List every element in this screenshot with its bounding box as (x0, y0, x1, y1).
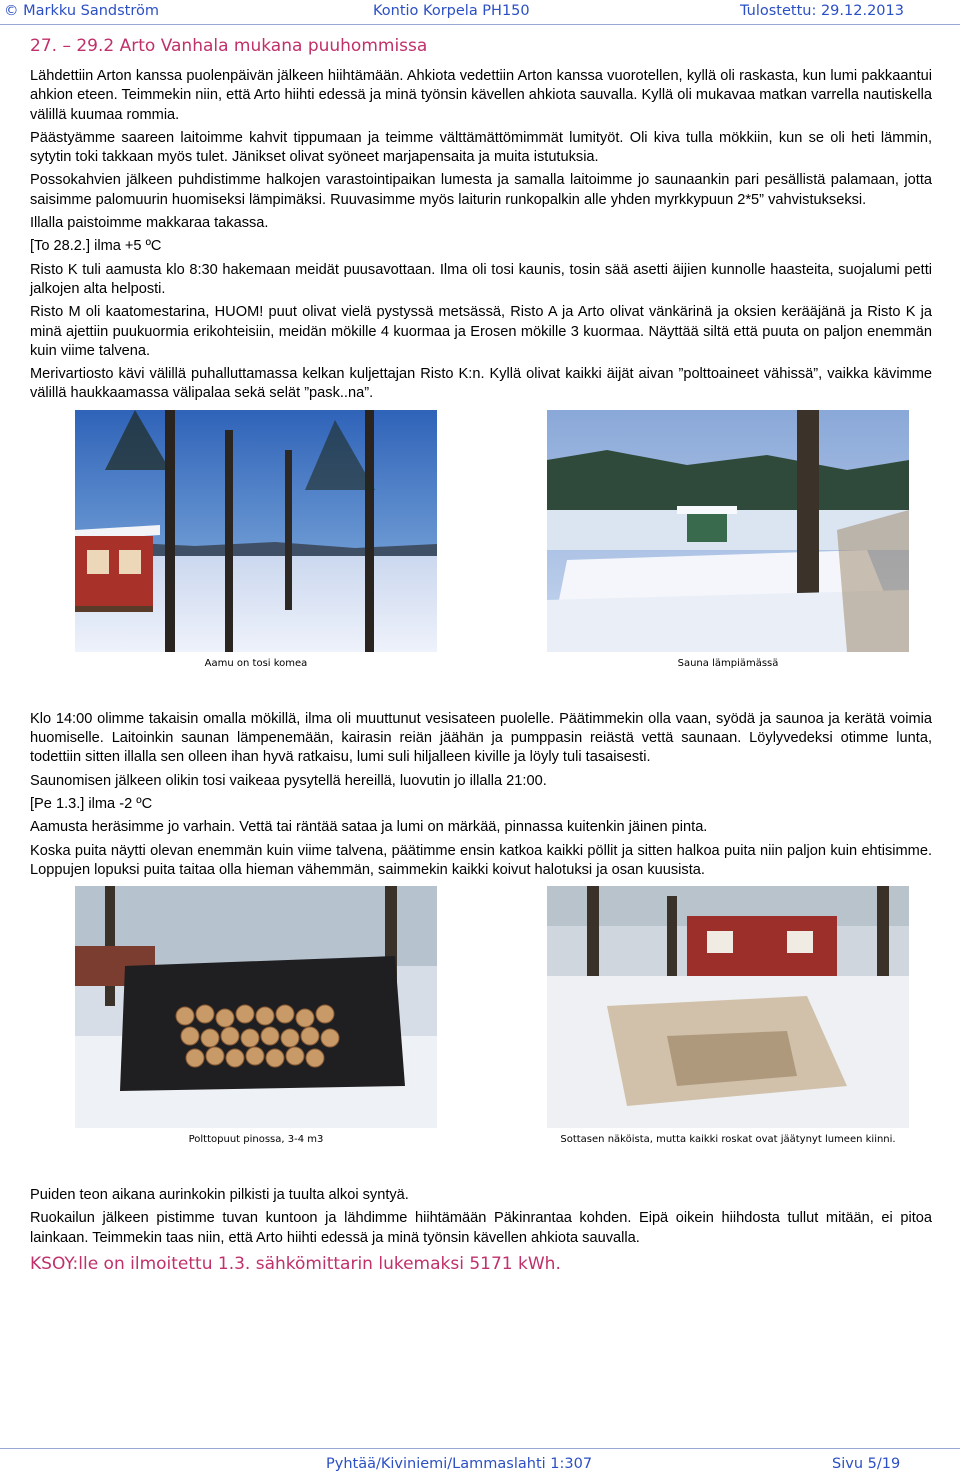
photo-row (30, 886, 932, 1182)
page-footer (0, 1448, 960, 1480)
photo-sauna-heating (547, 410, 909, 652)
footer-location: Pyhtää/Kiviniemi/Lammaslahti 1:307 (326, 1456, 593, 1472)
section-title: 27. – 29.2 Arto Vanhala mukana puuhommissa (30, 36, 428, 56)
header-divider (0, 24, 960, 25)
date-weather-line: [Pe 1.3.] ilma -2 ºC (30, 795, 153, 812)
meter-reading-note: KSOY:lle on ilmoitettu 1.3. sähkömittarin lukemaksi 5171 kWh. (30, 1254, 561, 1275)
paragraph: Aamusta heräsimme jo varhain. Vettä tai räntää sataa ja lumi on märkää, pinnassa kuitenkin jäinen pinta. (30, 819, 708, 836)
paragraph: Illalla paistoimme makkaraa takassa. (30, 215, 269, 232)
header-print-date: Tulostettu: 29.12.2013 (740, 3, 904, 19)
paragraph: Risto K tuli aamusta klo 8:30 hakemaan meidät puusavottaan. Ilma oli tosi kaunis, tosin sää asetti äijien kunnolle haasteita, suojalumi petti jalkojen alta helposti. (30, 261, 932, 297)
photo-row (30, 410, 932, 706)
paragraph: Koska puita näytti olevan enemmän kuin viime talvena, päätimme ensin katkoa kaikki pöllit ja sitten halkoa puita niin paljon kuin ehtisimme. Loppujen lopuksi puita taitaa olla hieman vähemmän, saimmekin kaikki koivut halotuksi ja osan kuusista. (30, 842, 932, 878)
paragraph: Saunomisen jälkeen olikin tosi vaikeaa pysytellä hereillä, luovutin jo illalla 21:00. (30, 772, 547, 789)
photo-caption: Aamu on tosi komea (204, 657, 308, 669)
footer-page-number: Sivu 5/19 (832, 1456, 901, 1472)
header-project: Kontio Korpela PH150 (373, 3, 530, 19)
paragraph: Puiden teon aikana aurinkokin pilkisti ja tuulta alkoi syntyä. (30, 1187, 409, 1204)
photo-caption: Sauna lämpiämässä (677, 657, 779, 669)
photo-snowy-yard (547, 886, 909, 1128)
paragraph: Ruokailun jälkeen pistimme tuvan kuntoon ja lähdimme hiihtämään Päkinrantaa kohden. Eipä oikein hiihdosta tullut mitään, ei pitoa lainkaan. Teimmekin taas niin, että Arto hiihti edessä ja minä työnsin kävellen ahkiota sauvalla. (30, 1210, 932, 1246)
photo-morning-lake-gazebo (75, 410, 437, 652)
header-copyright: © Markku Sandström (4, 3, 159, 19)
paragraph: Possokahvien jälkeen puhdistimme halkojen varastointipaikan lumesta ja samalla laitoimme jo saunaankin pari pesällistä palamaan, jotta saisimme palomuurin huomiseksi lämpimäksi. Ruuvasimme myös laiturin runkopalkin alle yhden myrkkypuun 2*5” vahvistukseksi. (30, 172, 932, 208)
page-content (30, 36, 932, 1274)
paragraph: Klo 14:00 olimme takaisin omalla mökillä, ilma oli muuttunut vesisateen puolelle. Päätimmekin olla vaan, syödä ja saunoa ja kerätä voimia huomiselle. Laitoinkin saunan lämpenemään, kairasin reiän jäähän ja pumppasin reiästä vettä saunaan. Löylyvedeksi otimme lunta, todettiin sitten illalla sen olleen ihan hyvä ratkaisu, lumi suli hiljalleen kiville ja löyly tuli tasaisesti. (30, 710, 932, 766)
date-weather-line: [To 28.2.] ilma +5 ºC (30, 238, 162, 255)
photo-firewood-stack (75, 886, 437, 1128)
paragraph: Merivartiosto kävi välillä puhalluttamassa kelkan kuljettajan Risto K:n. Kyllä olivat kaikki äijät aivan ”polttoaineet vähissä”, vaikka kävimme välillä haukkaamassa välipalaa sekä selät ”pask..na”. (30, 366, 932, 402)
photo-caption: Polttopuut pinossa, 3-4 m3 (188, 1134, 324, 1146)
page-header (0, 0, 960, 26)
paragraph: Risto M oli kaatomestarina, HUOM! puut olivat vielä pystyssä metsässä, Risto A ja Arto olivat vänkärinä ja oksien kerääjänä ja Risto K ja minä ajettiin puukuormia erikohteisiin, meidän mökille 4 kuormaa ja Erosen mökille 3 kuormaa. Näyttää siltä että puuta on paljon enemmän kuin viime talvena. (30, 304, 932, 359)
paragraph: Lähdettiin Arton kanssa puolenpäivän jälkeen hiihtämään. Ahkiota vedettiin Arton kanssa vuorotellen, kyllä oli raskasta, kun lumi pakkaantui ahkion eteen. Teimmekin niin, että Arto hiihti edessä ja minä työnsin kävellen ahkiota sauvalla. Kyllä oli mukavaa matkan varrella nautiskella välillä kuumaa rommia. (30, 68, 932, 123)
photo-caption: Sottasen näköista, mutta kaikki roskat ovat jäätynyt lumeen kiinni. (560, 1134, 896, 1146)
paragraph: Päästyämme saareen laitoimme kahvit tippumaan ja teimme välttämättömimmät lumityöt. Oli kiva tulla mökkiin, kun se oli heti lämmin, sytytin toki takkaan myös tulet. Jänikset olivat syöneet marjapensaita ja muita istutuksia. (30, 129, 932, 166)
footer-divider (0, 1448, 960, 1449)
